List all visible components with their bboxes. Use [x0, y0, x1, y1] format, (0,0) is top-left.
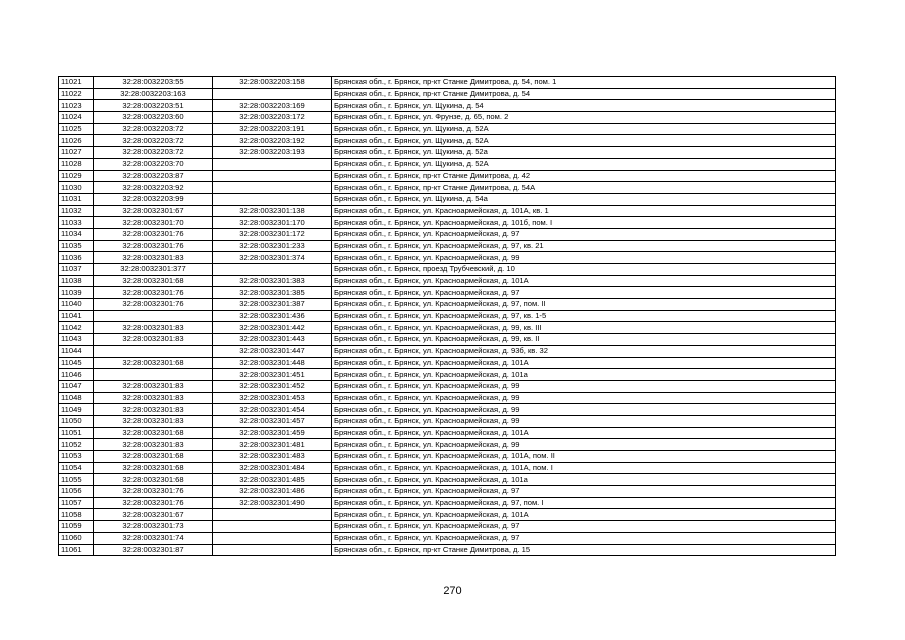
- address-cell: Брянская обл., г. Брянск, проезд Трубчевский, д. 10: [332, 264, 836, 276]
- row-number-cell: 11041: [59, 310, 94, 322]
- object-cadastral-number-cell: 32:28:0032301:170: [213, 217, 332, 229]
- object-cadastral-number-cell: [213, 521, 332, 533]
- cadastral-number-cell: 32:28:0032203:72: [94, 123, 213, 135]
- object-cadastral-number-cell: 32:28:0032301:436: [213, 310, 332, 322]
- object-cadastral-number-cell: [213, 182, 332, 194]
- cadastral-number-cell: 32:28:0032301:83: [94, 404, 213, 416]
- address-cell: Брянская обл., г. Брянск, ул. Красноармейская, д. 97: [332, 228, 836, 240]
- object-cadastral-number-cell: 32:28:0032301:447: [213, 345, 332, 357]
- table-row: [59, 404, 836, 416]
- table-row: [59, 287, 836, 299]
- table-row: [59, 264, 836, 276]
- row-number-cell: 11027: [59, 147, 94, 159]
- row-number-cell: 11060: [59, 532, 94, 544]
- object-cadastral-number-cell: 32:28:0032203:191: [213, 123, 332, 135]
- table-row: [59, 217, 836, 229]
- table-row: [59, 112, 836, 124]
- cadastral-number-cell: 32:28:0032301:76: [94, 228, 213, 240]
- address-cell: Брянская обл., г. Брянск, ул. Красноармейская, д. 101а: [332, 474, 836, 486]
- address-cell: Брянская обл., г. Брянск, пр-кт Станке Димитрова, д. 42: [332, 170, 836, 182]
- cadastral-number-cell: 32:28:0032203:51: [94, 100, 213, 112]
- table-row: [59, 486, 836, 498]
- object-cadastral-number-cell: 32:28:0032301:233: [213, 240, 332, 252]
- address-cell: Брянская обл., г. Брянск, ул. Красноармейская, д. 101а: [332, 369, 836, 381]
- row-number-cell: 11022: [59, 88, 94, 100]
- table-row: [59, 310, 836, 322]
- cadastral-number-cell: 32:28:0032301:73: [94, 521, 213, 533]
- row-number-cell: 11061: [59, 544, 94, 556]
- object-cadastral-number-cell: 32:28:0032301:442: [213, 322, 332, 334]
- address-cell: Брянская обл., г. Брянск, ул. Красноармейская, д. 101А, пом. II: [332, 451, 836, 463]
- cadastral-number-cell: 32:28:0032301:83: [94, 392, 213, 404]
- table-row: [59, 521, 836, 533]
- cadastral-number-cell: 32:28:0032301:76: [94, 299, 213, 311]
- cadastral-number-cell: 32:28:0032301:76: [94, 497, 213, 509]
- address-cell: Брянская обл., г. Брянск, ул. Красноармейская, д. 97, пом. I: [332, 497, 836, 509]
- address-cell: Брянская обл., г. Брянск, ул. Красноармейская, д. 101А: [332, 509, 836, 521]
- table-row: [59, 357, 836, 369]
- cadastral-number-cell: 32:28:0032203:87: [94, 170, 213, 182]
- cadastral-number-cell: 32:28:0032203:72: [94, 135, 213, 147]
- table-row: [59, 158, 836, 170]
- row-number-cell: 11054: [59, 462, 94, 474]
- row-number-cell: 11031: [59, 193, 94, 205]
- cadastral-number-cell: 32:28:0032301:76: [94, 240, 213, 252]
- address-cell: Брянская обл., г. Брянск, пр-кт Станке Димитрова, д. 15: [332, 544, 836, 556]
- address-cell: Брянская обл., г. Брянск, ул. Красноармейская, д. 101А: [332, 275, 836, 287]
- table-row: [59, 182, 836, 194]
- row-number-cell: 11051: [59, 427, 94, 439]
- row-number-cell: 11040: [59, 299, 94, 311]
- object-cadastral-number-cell: [213, 193, 332, 205]
- cadastral-number-cell: 32:28:0032301:68: [94, 474, 213, 486]
- row-number-cell: 11057: [59, 497, 94, 509]
- row-number-cell: 11052: [59, 439, 94, 451]
- table-row: [59, 462, 836, 474]
- row-number-cell: 11059: [59, 521, 94, 533]
- table-row: [59, 427, 836, 439]
- table-row: [59, 451, 836, 463]
- row-number-cell: 11048: [59, 392, 94, 404]
- row-number-cell: 11029: [59, 170, 94, 182]
- object-cadastral-number-cell: 32:28:0032301:383: [213, 275, 332, 287]
- table-row: [59, 205, 836, 217]
- object-cadastral-number-cell: [213, 509, 332, 521]
- object-cadastral-number-cell: 32:28:0032203:193: [213, 147, 332, 159]
- address-cell: Брянская обл., г. Брянск, пр-кт Станке Димитрова, д. 54, пом. 1: [332, 77, 836, 89]
- table-row: [59, 299, 836, 311]
- row-number-cell: 11039: [59, 287, 94, 299]
- address-cell: Брянская обл., г. Брянск, пр-кт Станке Димитрова, д. 54: [332, 88, 836, 100]
- row-number-cell: 11038: [59, 275, 94, 287]
- cadastral-number-cell: 32:28:0032301:67: [94, 205, 213, 217]
- page-number: 270: [443, 585, 462, 597]
- cadastral-number-cell: 32:28:0032301:68: [94, 275, 213, 287]
- address-cell: Брянская обл., г. Брянск, ул. Красноармейская, д. 99: [332, 392, 836, 404]
- row-number-cell: 11032: [59, 205, 94, 217]
- object-cadastral-number-cell: 32:28:0032301:374: [213, 252, 332, 264]
- row-number-cell: 11036: [59, 252, 94, 264]
- row-number-cell: 11037: [59, 264, 94, 276]
- table-row: [59, 123, 836, 135]
- address-cell: Брянская обл., г. Брянск, ул. Щукина, д. 52А: [332, 158, 836, 170]
- address-cell: Брянская обл., г. Брянск, ул. Красноармейская, д. 99: [332, 439, 836, 451]
- address-cell: Брянская обл., г. Брянск, ул. Красноармейская, д. 101А, кв. 1: [332, 205, 836, 217]
- object-cadastral-number-cell: 32:28:0032203:172: [213, 112, 332, 124]
- row-number-cell: 11030: [59, 182, 94, 194]
- row-number-cell: 11045: [59, 357, 94, 369]
- object-cadastral-number-cell: 32:28:0032301:486: [213, 486, 332, 498]
- object-cadastral-number-cell: 32:28:0032301:459: [213, 427, 332, 439]
- cadastral-number-cell: 32:28:0032301:68: [94, 427, 213, 439]
- table-row: [59, 334, 836, 346]
- table-row: [59, 392, 836, 404]
- address-cell: Брянская обл., г. Брянск, ул. Красноармейская, д. 101А: [332, 357, 836, 369]
- row-number-cell: 11055: [59, 474, 94, 486]
- row-number-cell: 11049: [59, 404, 94, 416]
- table-row: [59, 170, 836, 182]
- cadastral-number-cell: 32:28:0032301:83: [94, 439, 213, 451]
- object-cadastral-number-cell: [213, 264, 332, 276]
- table-row: [59, 369, 836, 381]
- row-number-cell: 11026: [59, 135, 94, 147]
- address-cell: Брянская обл., г. Брянск, ул. Щукина, д. 52а: [332, 147, 836, 159]
- address-cell: Брянская обл., г. Брянск, ул. Красноармейская, д. 99, кв. III: [332, 322, 836, 334]
- cadastral-number-cell: 32:28:0032203:163: [94, 88, 213, 100]
- row-number-cell: 11056: [59, 486, 94, 498]
- row-number-cell: 11028: [59, 158, 94, 170]
- row-number-cell: 11023: [59, 100, 94, 112]
- address-cell: Брянская обл., г. Брянск, ул. Красноармейская, д. 97, кв. 1-5: [332, 310, 836, 322]
- cadastral-number-cell: 32:28:0032203:70: [94, 158, 213, 170]
- address-cell: Брянская обл., г. Брянск, ул. Красноармейская, д. 97, кв. 21: [332, 240, 836, 252]
- row-number-cell: 11033: [59, 217, 94, 229]
- cadastral-number-cell: 32:28:0032301:70: [94, 217, 213, 229]
- cadastral-number-cell: 32:28:0032301:83: [94, 380, 213, 392]
- row-number-cell: 11021: [59, 77, 94, 89]
- table-row: [59, 252, 836, 264]
- cadastral-number-cell: 32:28:0032301:83: [94, 415, 213, 427]
- object-cadastral-number-cell: 32:28:0032203:158: [213, 77, 332, 89]
- row-number-cell: 11046: [59, 369, 94, 381]
- cadastral-number-cell: 32:28:0032301:377: [94, 264, 213, 276]
- cadastral-number-cell: 32:28:0032301:83: [94, 334, 213, 346]
- cadastral-number-cell: 32:28:0032301:76: [94, 287, 213, 299]
- table-row: [59, 509, 836, 521]
- cadastral-number-cell: 32:28:0032203:55: [94, 77, 213, 89]
- object-cadastral-number-cell: [213, 544, 332, 556]
- address-cell: Брянская обл., г. Брянск, ул. Красноармейская, д. 99: [332, 380, 836, 392]
- address-cell: Брянская обл., г. Брянск, ул. Красноармейская, д. 99: [332, 252, 836, 264]
- object-cadastral-number-cell: 32:28:0032301:484: [213, 462, 332, 474]
- table-row: [59, 275, 836, 287]
- address-cell: Брянская обл., г. Брянск, ул. Красноармейская, д. 97, пом. II: [332, 299, 836, 311]
- address-cell: Брянская обл., г. Брянск, ул. Красноармейская, д. 99, кв. II: [332, 334, 836, 346]
- table-row: [59, 497, 836, 509]
- cadastral-number-cell: 32:28:0032203:99: [94, 193, 213, 205]
- cadastral-number-cell: 32:28:0032301:68: [94, 451, 213, 463]
- table-row: [59, 88, 836, 100]
- object-cadastral-number-cell: 32:28:0032301:387: [213, 299, 332, 311]
- row-number-cell: 11043: [59, 334, 94, 346]
- table-row: [59, 193, 836, 205]
- table-row: [59, 240, 836, 252]
- row-number-cell: 11042: [59, 322, 94, 334]
- address-cell: Брянская обл., г. Брянск, ул. Красноармейская, д. 97: [332, 287, 836, 299]
- table-row: [59, 439, 836, 451]
- row-number-cell: 11025: [59, 123, 94, 135]
- object-cadastral-number-cell: 32:28:0032301:457: [213, 415, 332, 427]
- row-number-cell: 11058: [59, 509, 94, 521]
- address-cell: Брянская обл., г. Брянск, ул. Красноармейская, д. 97: [332, 521, 836, 533]
- row-number-cell: 11047: [59, 380, 94, 392]
- object-cadastral-number-cell: 32:28:0032301:454: [213, 404, 332, 416]
- object-cadastral-number-cell: [213, 158, 332, 170]
- address-cell: Брянская обл., г. Брянск, ул. Красноармейская, д. 99: [332, 415, 836, 427]
- address-cell: Брянская обл., г. Брянск, ул. Щукина, д. 52А: [332, 123, 836, 135]
- object-cadastral-number-cell: 32:28:0032301:451: [213, 369, 332, 381]
- address-cell: Брянская обл., г. Брянск, ул. Красноармейская, д. 99: [332, 404, 836, 416]
- table-row: [59, 77, 836, 89]
- object-cadastral-number-cell: 32:28:0032301:448: [213, 357, 332, 369]
- cadastral-number-cell: 32:28:0032301:87: [94, 544, 213, 556]
- row-number-cell: 11050: [59, 415, 94, 427]
- address-cell: Брянская обл., г. Брянск, ул. Красноармейская, д. 93б, кв. 32: [332, 345, 836, 357]
- cadastral-number-cell: 32:28:0032301:76: [94, 486, 213, 498]
- cadastral-number-cell: 32:28:0032203:92: [94, 182, 213, 194]
- table-row: [59, 380, 836, 392]
- address-cell: Брянская обл., г. Брянск, ул. Красноармейская, д. 101А, пом. I: [332, 462, 836, 474]
- table-row: [59, 135, 836, 147]
- registry-table: [58, 76, 836, 556]
- table-row: [59, 100, 836, 112]
- table-row: [59, 532, 836, 544]
- table-row: [59, 345, 836, 357]
- object-cadastral-number-cell: 32:28:0032301:138: [213, 205, 332, 217]
- address-cell: Брянская обл., г. Брянск, ул. Красноармейская, д. 101А: [332, 427, 836, 439]
- row-number-cell: 11035: [59, 240, 94, 252]
- object-cadastral-number-cell: [213, 170, 332, 182]
- row-number-cell: 11053: [59, 451, 94, 463]
- cadastral-number-cell: 32:28:0032301:68: [94, 357, 213, 369]
- registry-table-body: [59, 77, 836, 556]
- table-row: [59, 322, 836, 334]
- row-number-cell: 11034: [59, 228, 94, 240]
- object-cadastral-number-cell: 32:28:0032203:192: [213, 135, 332, 147]
- address-cell: Брянская обл., г. Брянск, ул. Красноармейская, д. 101б, пом. I: [332, 217, 836, 229]
- object-cadastral-number-cell: 32:28:0032301:485: [213, 474, 332, 486]
- address-cell: Брянская обл., г. Брянск, ул. Красноармейская, д. 97: [332, 532, 836, 544]
- object-cadastral-number-cell: 32:28:0032203:169: [213, 100, 332, 112]
- object-cadastral-number-cell: 32:28:0032301:483: [213, 451, 332, 463]
- table-row: [59, 415, 836, 427]
- object-cadastral-number-cell: 32:28:0032301:443: [213, 334, 332, 346]
- cadastral-number-cell: 32:28:0032301:83: [94, 322, 213, 334]
- object-cadastral-number-cell: [213, 532, 332, 544]
- address-cell: Брянская обл., г. Брянск, ул. Щукина, д. 54: [332, 100, 836, 112]
- cadastral-number-cell: 32:28:0032203:72: [94, 147, 213, 159]
- object-cadastral-number-cell: 32:28:0032301:385: [213, 287, 332, 299]
- cadastral-number-cell: 32:28:0032301:68: [94, 462, 213, 474]
- object-cadastral-number-cell: 32:28:0032301:453: [213, 392, 332, 404]
- object-cadastral-number-cell: 32:28:0032301:452: [213, 380, 332, 392]
- address-cell: Брянская обл., г. Брянск, пр-кт Станке Димитрова, д. 54А: [332, 182, 836, 194]
- cadastral-number-cell: 32:28:0032203:60: [94, 112, 213, 124]
- cadastral-number-cell: [94, 310, 213, 322]
- cadastral-number-cell: [94, 369, 213, 381]
- row-number-cell: 11024: [59, 112, 94, 124]
- table-row: [59, 147, 836, 159]
- cadastral-number-cell: [94, 345, 213, 357]
- address-cell: Брянская обл., г. Брянск, ул. Щукина, д. 52А: [332, 135, 836, 147]
- cadastral-number-cell: 32:28:0032301:74: [94, 532, 213, 544]
- row-number-cell: 11044: [59, 345, 94, 357]
- table-row: [59, 228, 836, 240]
- cadastral-number-cell: 32:28:0032301:83: [94, 252, 213, 264]
- object-cadastral-number-cell: 32:28:0032301:481: [213, 439, 332, 451]
- table-row: [59, 474, 836, 486]
- object-cadastral-number-cell: [213, 88, 332, 100]
- cadastral-number-cell: 32:28:0032301:67: [94, 509, 213, 521]
- address-cell: Брянская обл., г. Брянск, ул. Фрунзе, д. 65, пом. 2: [332, 112, 836, 124]
- address-cell: Брянская обл., г. Брянск, ул. Красноармейская, д. 97: [332, 486, 836, 498]
- object-cadastral-number-cell: 32:28:0032301:172: [213, 228, 332, 240]
- address-cell: Брянская обл., г. Брянск, ул. Щукина, д. 54а: [332, 193, 836, 205]
- table-row: [59, 544, 836, 556]
- object-cadastral-number-cell: 32:28:0032301:490: [213, 497, 332, 509]
